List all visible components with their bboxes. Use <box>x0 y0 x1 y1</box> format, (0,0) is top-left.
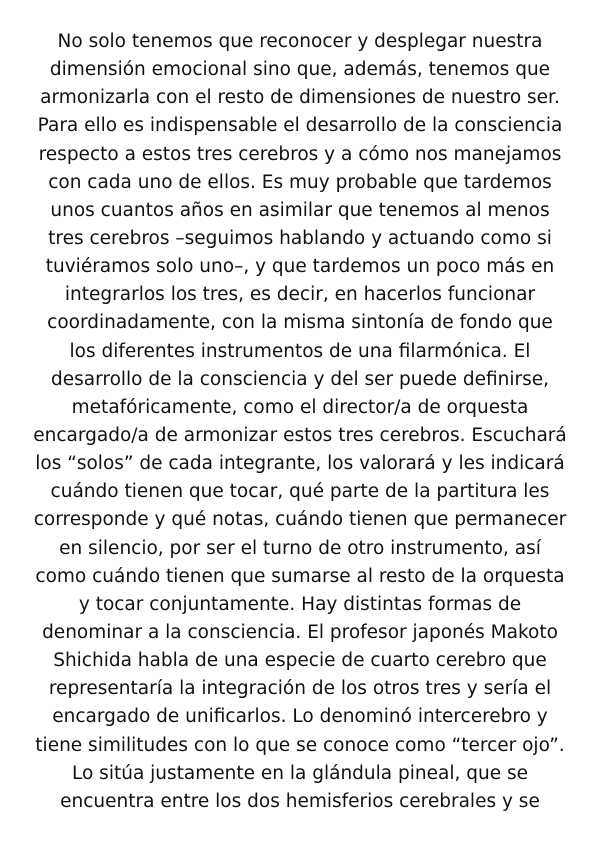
text-line: denominar a la consciencia. El profesor japonés Makoto <box>42 621 558 643</box>
text-line: No solo tenemos que reconocer y desplegar nuestra <box>57 31 543 52</box>
text-line: corresponde y qué notas, cuándo tienen que permanecer <box>33 509 567 531</box>
text-line: encargado de unificarlos. Lo denominó intercerebro y <box>52 706 548 728</box>
text-line: Shichida habla de una especie de cuarto cerebro que <box>53 650 547 672</box>
text-line: representaría la integración de los otros tres y sería el <box>48 678 552 700</box>
text-line: desarrollo de la consciencia y del ser puede definirse, <box>50 368 550 390</box>
text-line: tiene similitudes con lo que se conoce como “tercer ojo”. <box>35 734 565 756</box>
text-line: tres cerebros –seguimos hablando y actuando como si <box>48 227 552 249</box>
text-line: como cuándo tienen que sumarse al resto de la orquesta <box>35 565 565 587</box>
text-line: coordinadamente, con la misma sintonía de fondo que <box>47 312 553 334</box>
text-line: y tocar conjuntamente. Hay distintas formas de <box>78 593 522 615</box>
text-line: respecto a estos tres cerebros y a cómo nos manejamos <box>38 143 562 165</box>
text-line: integrarlos los tres, es decir, en hacerlos funcionar <box>64 284 536 306</box>
text-line: los “solos” de cada integrante, los valorará y les indicará <box>35 453 565 475</box>
text-line: encargado/a de armonizar estos tres cerebros. Escuchará <box>33 424 567 446</box>
text-line: encuentra entre los dos hemisferios cerebrales y se <box>60 790 540 812</box>
text-line: tuviéramos solo uno–, y que tardemos un poco más en <box>45 256 555 278</box>
body-paragraph <box>18 28 582 816</box>
text-line: dimensión emocional sino que, además, tenemos que <box>49 59 551 81</box>
text-line: armonizarla con el resto de dimensiones de nuestro ser. <box>40 87 560 109</box>
text-line: con cada uno de ellos. Es muy probable que tardemos <box>48 171 552 193</box>
text-line: Para ello es indispensable el desarrollo de la consciencia <box>37 115 563 137</box>
text-line: unos cuantos años en asimilar que tenemos al menos <box>50 199 550 221</box>
text-line: cuándo tienen que tocar, qué parte de la partitura les <box>50 481 550 503</box>
text-line: en silencio, por ser el turno de otro instrumento, así <box>59 537 541 559</box>
text-line: los diferentes instrumentos de una filarmónica. El <box>69 340 531 362</box>
text-line: metafóricamente, como el director/a de orquesta <box>71 396 529 418</box>
text-line: Lo sitúa justamente en la glándula pineal, que se <box>72 762 528 784</box>
